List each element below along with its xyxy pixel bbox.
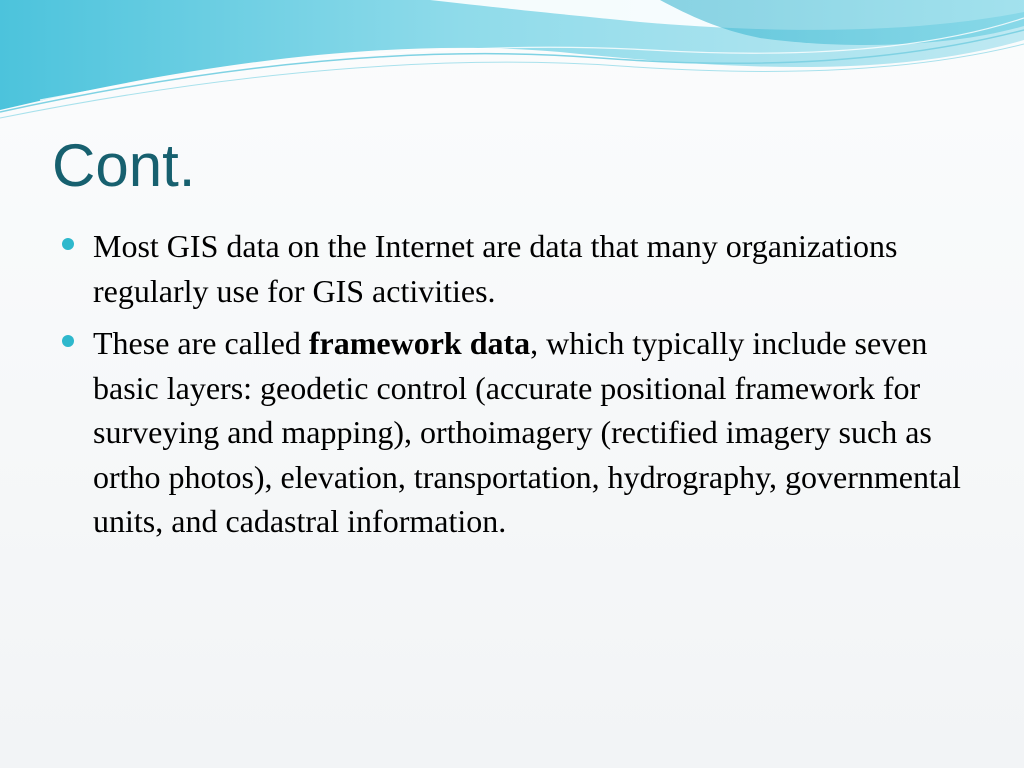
bullet-dot-icon (62, 238, 74, 250)
bullet-text-rest: , which typically include seven basic layers: geodetic control (accurate positional framework for surveying and mapping), orthoimagery (rectified imagery such as ortho photos), elevation, transportation, hydrography, governmental units, and cadastral information. (93, 325, 961, 539)
bullet-text-lead: These are called (93, 325, 309, 361)
bullet-dot-icon (62, 335, 74, 347)
bullet-item (62, 224, 982, 313)
bullet-text (93, 325, 961, 539)
slide-title: Cont. (52, 132, 196, 199)
bullet-text-emphasis: framework data (308, 325, 531, 361)
header-wave-decoration (0, 0, 1024, 130)
bullet-list (62, 224, 982, 552)
bullet-item (62, 321, 982, 544)
bullet-text: Most GIS data on the Internet are data that many organizations regularly use for GIS activities. (93, 228, 898, 309)
